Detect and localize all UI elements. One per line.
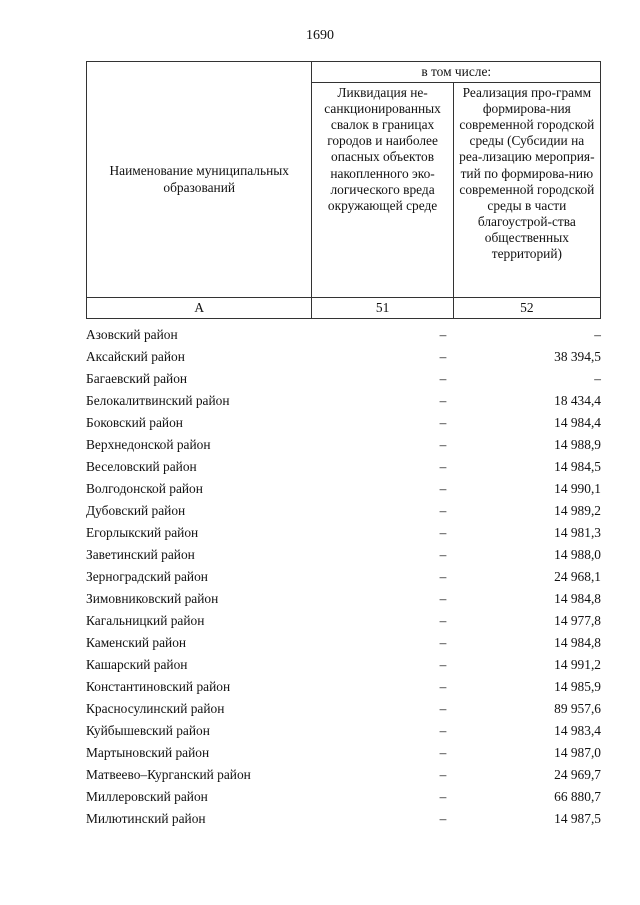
- value-col-52: –: [594, 371, 601, 386]
- cell-col-51: [317, 654, 456, 676]
- municipality-name: Кашарский район: [86, 657, 188, 672]
- table-row: [86, 478, 601, 500]
- value-col-51: –: [439, 393, 447, 408]
- value-col-51: –: [439, 481, 447, 496]
- table-row: [86, 720, 601, 742]
- table-row: [86, 500, 601, 522]
- municipality-name: Волгодонской район: [86, 481, 203, 496]
- cell-col-51: [317, 544, 456, 566]
- table-row: [86, 698, 601, 720]
- cell-col-51: [317, 412, 456, 434]
- municipality-name: Милютинский район: [86, 811, 206, 826]
- table-row: [86, 610, 601, 632]
- column-index-a: А: [87, 298, 312, 319]
- cell-col-51: [317, 324, 456, 346]
- data-table: [86, 324, 601, 830]
- value-col-51: –: [439, 657, 447, 672]
- municipality-name: Егорлыкский район: [86, 525, 199, 540]
- table-row: [86, 654, 601, 676]
- value-col-51: –: [439, 327, 447, 342]
- cell-col-51: [317, 786, 456, 808]
- value-col-52: 14 984,5: [554, 459, 601, 474]
- value-col-51: –: [439, 547, 447, 562]
- cell-col-51: [317, 434, 456, 456]
- cell-col-51: [317, 808, 456, 830]
- municipality-name: Зерноградский район: [86, 569, 208, 584]
- cell-col-51: [317, 720, 456, 742]
- table-row: [86, 346, 601, 368]
- value-col-51: –: [439, 613, 447, 628]
- value-col-52: 89 957,6: [554, 701, 601, 716]
- municipality-name: Верхнедонской район: [86, 437, 211, 452]
- value-col-52: 24 968,1: [554, 569, 601, 584]
- column-header-name: Наименование муниципальных образований: [87, 62, 312, 298]
- value-col-51: –: [439, 723, 447, 738]
- value-col-52: –: [594, 327, 601, 342]
- column-index-52: 52: [453, 298, 600, 319]
- value-col-51: –: [439, 789, 447, 804]
- cell-col-51: [317, 346, 456, 368]
- cell-col-51: [317, 390, 456, 412]
- municipality-name: Константиновский район: [86, 679, 231, 694]
- table-row: [86, 456, 601, 478]
- table-header: [86, 61, 601, 319]
- table-row: [86, 632, 601, 654]
- value-col-51: –: [439, 525, 447, 540]
- value-col-52: 66 880,7: [554, 789, 601, 804]
- value-col-51: –: [439, 437, 447, 452]
- cell-col-51: [317, 698, 456, 720]
- value-col-52: 14 990,1: [554, 481, 601, 496]
- value-col-52: 14 977,8: [554, 613, 601, 628]
- value-col-51: –: [439, 635, 447, 650]
- value-col-52: 14 983,4: [554, 723, 601, 738]
- value-col-52: 14 989,2: [554, 503, 601, 518]
- municipality-name: Азовский район: [86, 327, 178, 342]
- municipality-name: Зимовниковский район: [86, 591, 219, 606]
- table-row: [86, 324, 601, 346]
- value-col-52: 14 987,0: [554, 745, 601, 760]
- value-col-52: 14 988,9: [554, 437, 601, 452]
- value-col-51: –: [439, 591, 447, 606]
- table-row: [86, 390, 601, 412]
- table-row: [86, 412, 601, 434]
- cell-col-51: [317, 478, 456, 500]
- municipality-name: Дубовский район: [86, 503, 186, 518]
- cell-col-51: [317, 566, 456, 588]
- value-col-51: –: [439, 745, 447, 760]
- column-header-51: Ликвидация не-санкционированных свалок в границах городов и наиболее опасных объектов накопленного эко-логического вреда окружающей среде: [312, 83, 453, 298]
- municipality-name: Багаевский район: [86, 371, 188, 386]
- value-col-52: 14 987,5: [554, 811, 601, 826]
- municipality-name: Аксайский район: [86, 349, 185, 364]
- value-col-51: –: [439, 679, 447, 694]
- municipality-name: Мартыновский район: [86, 745, 210, 760]
- value-col-52: 38 394,5: [554, 349, 601, 364]
- municipality-name: Кагальницкий район: [86, 613, 205, 628]
- cell-col-51: [317, 588, 456, 610]
- cell-col-51: [317, 500, 456, 522]
- column-header-52: Реализация про-грамм формирова-ния современной городской среды (Субсидии на реа-лизацию мероприя-тий по формирова-нию современной городской среды в части благоустрой-ства общественных территорий): [453, 83, 600, 298]
- value-col-52: 14 985,9: [554, 679, 601, 694]
- cell-col-51: [317, 610, 456, 632]
- column-index-51: 51: [312, 298, 453, 319]
- municipality-name: Миллеровский район: [86, 789, 208, 804]
- value-col-51: –: [439, 503, 447, 518]
- table-row: [86, 742, 601, 764]
- value-col-52: 14 988,0: [554, 547, 601, 562]
- municipality-name: Куйбышевский район: [86, 723, 210, 738]
- value-col-52: 14 984,8: [554, 591, 601, 606]
- cell-col-51: [317, 632, 456, 654]
- municipality-name: Веселовский район: [86, 459, 197, 474]
- municipality-name: Матвеево–Курганский район: [86, 767, 251, 782]
- value-col-51: –: [439, 701, 447, 716]
- value-col-52: 14 981,3: [554, 525, 601, 540]
- cell-col-51: [317, 742, 456, 764]
- value-col-52: 14 984,4: [554, 415, 601, 430]
- value-col-51: –: [439, 415, 447, 430]
- municipality-name: Красносулинский район: [86, 701, 225, 716]
- cell-col-51: [317, 368, 456, 390]
- table-row: [86, 808, 601, 830]
- column-group-header: в том числе:: [312, 62, 601, 83]
- value-col-51: –: [439, 569, 447, 584]
- table-row: [86, 764, 601, 786]
- value-col-52: 14 991,2: [554, 657, 601, 672]
- value-col-51: –: [439, 811, 447, 826]
- table-row: [86, 588, 601, 610]
- page-number: 1690: [306, 28, 334, 43]
- table-row: [86, 786, 601, 808]
- value-col-51: –: [439, 349, 447, 364]
- value-col-52: 24 969,7: [554, 767, 601, 782]
- cell-col-51: [317, 764, 456, 786]
- municipality-name: Каменский район: [86, 635, 187, 650]
- value-col-52: 18 434,4: [554, 393, 601, 408]
- value-col-51: –: [439, 767, 447, 782]
- value-col-51: –: [439, 371, 447, 386]
- cell-col-51: [317, 456, 456, 478]
- value-col-52: 14 984,8: [554, 635, 601, 650]
- table-row: [86, 544, 601, 566]
- table-row: [86, 522, 601, 544]
- cell-col-51: [317, 522, 456, 544]
- municipality-name: Заветинский район: [86, 547, 195, 562]
- municipality-name: Боковский район: [86, 415, 183, 430]
- table-row: [86, 368, 601, 390]
- cell-col-51: [317, 676, 456, 698]
- table-row: [86, 566, 601, 588]
- value-col-51: –: [439, 459, 447, 474]
- municipality-name: Белокалитвинский район: [86, 393, 230, 408]
- table-row: [86, 676, 601, 698]
- table-row: [86, 434, 601, 456]
